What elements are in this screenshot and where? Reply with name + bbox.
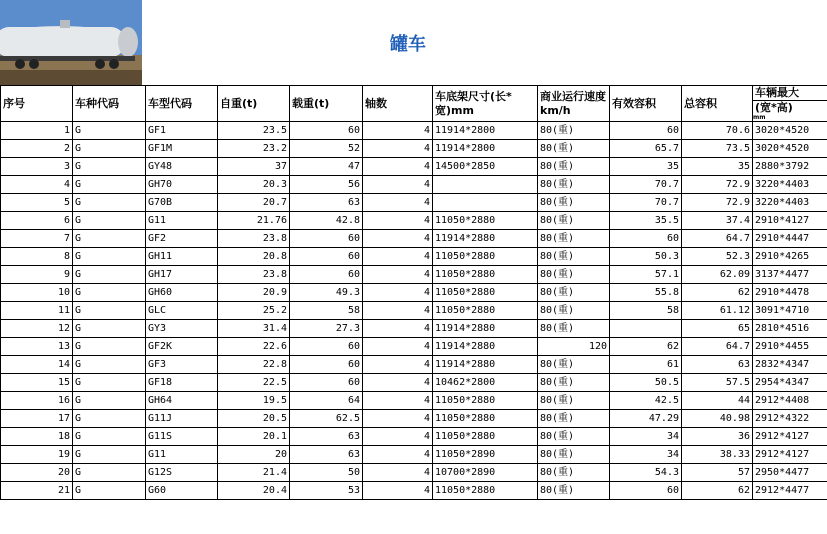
cell-speed: 80(重) — [538, 410, 610, 428]
cell-model-code: G11 — [146, 446, 218, 464]
table-row — [1, 356, 827, 374]
cell-type-code: G — [73, 428, 146, 446]
cell-eff-volume: 60 — [610, 230, 682, 248]
cell-type-code: G — [73, 176, 146, 194]
cell-max-dims: 2910*4447 — [753, 230, 827, 248]
cell-total-volume: 62 — [682, 482, 753, 500]
cell-total-volume: 35 — [682, 158, 753, 176]
cell-load: 58 — [290, 302, 363, 320]
cell-max-dims: 2912*4408 — [753, 392, 827, 410]
cell-chassis: 11914*2880 — [433, 320, 538, 338]
cell-chassis: 14500*2850 — [433, 158, 538, 176]
cell-chassis: 11914*2800 — [433, 122, 538, 140]
cell-self-weight: 22.8 — [218, 356, 290, 374]
tank-car-illustration — [0, 0, 142, 86]
cell-model-code: G70B — [146, 194, 218, 212]
cell-max-dims: 2832*4347 — [753, 356, 827, 374]
header-model-code: 车型代码 — [146, 86, 218, 122]
cell-type-code: G — [73, 230, 146, 248]
cell-eff-volume: 50.5 — [610, 374, 682, 392]
table-row — [1, 176, 827, 194]
cell-model-code: G11J — [146, 410, 218, 428]
cell-model-code: G12S — [146, 464, 218, 482]
cell-axles: 4 — [363, 482, 433, 500]
cell-axles: 4 — [363, 122, 433, 140]
cell-type-code: G — [73, 374, 146, 392]
cell-type-code: G — [73, 320, 146, 338]
cell-model-code: GF3 — [146, 356, 218, 374]
cell-axles: 4 — [363, 194, 433, 212]
cell-total-volume: 64.7 — [682, 230, 753, 248]
cell-total-volume: 52.3 — [682, 248, 753, 266]
cell-model-code: GF1M — [146, 140, 218, 158]
cell-chassis: 11050*2880 — [433, 266, 538, 284]
cell-chassis: 11050*2880 — [433, 410, 538, 428]
cell-max-dims: 3220*4403 — [753, 194, 827, 212]
cell-axles: 4 — [363, 176, 433, 194]
cell-seq: 12 — [1, 320, 73, 338]
cell-chassis: 11914*2880 — [433, 230, 538, 248]
cell-eff-volume: 34 — [610, 428, 682, 446]
cell-model-code: GH17 — [146, 266, 218, 284]
cell-self-weight: 21.76 — [218, 212, 290, 230]
cell-chassis: 10700*2890 — [433, 464, 538, 482]
cell-self-weight: 20.5 — [218, 410, 290, 428]
table-row — [1, 392, 827, 410]
cell-max-dims: 2950*4477 — [753, 464, 827, 482]
cell-eff-volume: 60 — [610, 482, 682, 500]
header-total-volume: 总容积 — [682, 86, 753, 122]
cell-speed: 80(重) — [538, 158, 610, 176]
cell-eff-volume: 61 — [610, 356, 682, 374]
cell-seq: 17 — [1, 410, 73, 428]
cell-total-volume: 36 — [682, 428, 753, 446]
cell-load: 50 — [290, 464, 363, 482]
cell-total-volume: 62.09 — [682, 266, 753, 284]
cell-seq: 18 — [1, 428, 73, 446]
cell-self-weight: 23.8 — [218, 266, 290, 284]
cell-eff-volume: 34 — [610, 446, 682, 464]
cell-axles: 4 — [363, 410, 433, 428]
cell-eff-volume: 70.7 — [610, 176, 682, 194]
cell-axles: 4 — [363, 428, 433, 446]
cell-axles: 4 — [363, 266, 433, 284]
cell-model-code: GY3 — [146, 320, 218, 338]
cell-seq: 9 — [1, 266, 73, 284]
cell-type-code: G — [73, 248, 146, 266]
cell-chassis: 11050*2880 — [433, 248, 538, 266]
table-row — [1, 230, 827, 248]
cell-chassis: 10462*2800 — [433, 374, 538, 392]
cell-max-dims: 2880*3792 — [753, 158, 827, 176]
header-max-dims — [753, 86, 827, 122]
table-row — [1, 428, 827, 446]
cell-chassis: 11050*2880 — [433, 392, 538, 410]
cell-model-code: GF1 — [146, 122, 218, 140]
cell-speed: 80(重) — [538, 212, 610, 230]
cell-chassis: 11050*2880 — [433, 482, 538, 500]
cell-load: 64 — [290, 392, 363, 410]
cell-chassis — [433, 194, 538, 212]
table-row — [1, 194, 827, 212]
cell-model-code: GH70 — [146, 176, 218, 194]
cell-eff-volume: 42.5 — [610, 392, 682, 410]
cell-self-weight: 22.6 — [218, 338, 290, 356]
table-row — [1, 320, 827, 338]
cell-max-dims: 2912*4477 — [753, 482, 827, 500]
table-row — [1, 158, 827, 176]
cell-model-code: GLC — [146, 302, 218, 320]
cell-type-code: G — [73, 140, 146, 158]
cell-self-weight: 37 — [218, 158, 290, 176]
cell-eff-volume: 65.7 — [610, 140, 682, 158]
cell-total-volume: 72.9 — [682, 176, 753, 194]
header-seq: 序号 — [1, 86, 73, 122]
header-load: 载重(t) — [290, 86, 363, 122]
cell-total-volume: 44 — [682, 392, 753, 410]
cell-chassis: 11050*2880 — [433, 212, 538, 230]
cell-axles: 4 — [363, 338, 433, 356]
cell-axles: 4 — [363, 302, 433, 320]
cell-seq: 8 — [1, 248, 73, 266]
cell-max-dims: 2910*4127 — [753, 212, 827, 230]
cell-load: 60 — [290, 122, 363, 140]
cell-max-dims: 2954*4347 — [753, 374, 827, 392]
cell-chassis: 11050*2880 — [433, 284, 538, 302]
table-header-row — [1, 86, 827, 122]
cell-speed: 80(重) — [538, 464, 610, 482]
cell-eff-volume: 47.29 — [610, 410, 682, 428]
cell-load: 27.3 — [290, 320, 363, 338]
header-speed: 商业运行速度km/h — [538, 86, 610, 122]
cell-self-weight: 22.5 — [218, 374, 290, 392]
table-row — [1, 410, 827, 428]
cell-max-dims: 3020*4520 — [753, 122, 827, 140]
cell-type-code: G — [73, 212, 146, 230]
cell-load: 60 — [290, 356, 363, 374]
cell-speed: 80(重) — [538, 446, 610, 464]
cell-axles: 4 — [363, 284, 433, 302]
cell-total-volume: 61.12 — [682, 302, 753, 320]
cell-speed: 80(重) — [538, 482, 610, 500]
cell-chassis: 11050*2880 — [433, 428, 538, 446]
table-row — [1, 266, 827, 284]
cell-eff-volume: 70.7 — [610, 194, 682, 212]
cell-eff-volume: 60 — [610, 122, 682, 140]
cell-model-code: GH60 — [146, 284, 218, 302]
cell-total-volume: 72.9 — [682, 194, 753, 212]
cell-model-code: GH64 — [146, 392, 218, 410]
cell-self-weight: 20.7 — [218, 194, 290, 212]
cell-axles: 4 — [363, 320, 433, 338]
table-row — [1, 464, 827, 482]
cell-eff-volume: 35.5 — [610, 212, 682, 230]
cell-total-volume: 40.98 — [682, 410, 753, 428]
header-max-dims-unit: mm — [753, 114, 766, 121]
cell-seq: 7 — [1, 230, 73, 248]
cell-seq: 16 — [1, 392, 73, 410]
cell-load: 53 — [290, 482, 363, 500]
cell-speed: 80(重) — [538, 140, 610, 158]
table-row — [1, 446, 827, 464]
cell-total-volume: 73.5 — [682, 140, 753, 158]
cell-chassis: 11050*2890 — [433, 446, 538, 464]
cell-type-code: G — [73, 158, 146, 176]
cell-seq: 11 — [1, 302, 73, 320]
cell-model-code: GF18 — [146, 374, 218, 392]
cell-self-weight: 19.5 — [218, 392, 290, 410]
cell-self-weight: 31.4 — [218, 320, 290, 338]
cell-chassis: 11050*2880 — [433, 302, 538, 320]
cell-max-dims: 3020*4520 — [753, 140, 827, 158]
cell-self-weight: 20.3 — [218, 176, 290, 194]
cell-axles: 4 — [363, 140, 433, 158]
cell-type-code: G — [73, 302, 146, 320]
cell-model-code: GF2K — [146, 338, 218, 356]
table-row — [1, 140, 827, 158]
cell-total-volume: 38.33 — [682, 446, 753, 464]
cell-load: 60 — [290, 248, 363, 266]
cell-self-weight: 23.2 — [218, 140, 290, 158]
cell-load: 56 — [290, 176, 363, 194]
cell-total-volume: 65 — [682, 320, 753, 338]
cell-axles: 4 — [363, 230, 433, 248]
cell-eff-volume: 58 — [610, 302, 682, 320]
cell-max-dims: 3091*4710 — [753, 302, 827, 320]
cell-seq: 19 — [1, 446, 73, 464]
cell-model-code: G11S — [146, 428, 218, 446]
cell-self-weight: 20.4 — [218, 482, 290, 500]
header-max-dims-top: 车辆最大 — [753, 86, 827, 101]
cell-eff-volume: 54.3 — [610, 464, 682, 482]
cell-axles: 4 — [363, 392, 433, 410]
cell-self-weight: 23.8 — [218, 230, 290, 248]
cell-load: 47 — [290, 158, 363, 176]
cell-axles: 4 — [363, 212, 433, 230]
cell-load: 60 — [290, 338, 363, 356]
cell-axles: 4 — [363, 464, 433, 482]
cell-max-dims: 2912*4322 — [753, 410, 827, 428]
cell-type-code: G — [73, 392, 146, 410]
cell-chassis: 11914*2880 — [433, 338, 538, 356]
cell-type-code: G — [73, 482, 146, 500]
cell-load: 62.5 — [290, 410, 363, 428]
page-title: 罐车 — [390, 34, 426, 55]
header-type-code: 车种代码 — [73, 86, 146, 122]
cell-model-code: GY48 — [146, 158, 218, 176]
cell-total-volume: 62 — [682, 284, 753, 302]
cell-max-dims: 2912*4127 — [753, 446, 827, 464]
cell-type-code: G — [73, 356, 146, 374]
table-row — [1, 482, 827, 500]
cell-seq: 6 — [1, 212, 73, 230]
cell-speed: 80(重) — [538, 320, 610, 338]
cell-speed: 80(重) — [538, 374, 610, 392]
table-row — [1, 122, 827, 140]
table-row — [1, 212, 827, 230]
cell-speed: 80(重) — [538, 248, 610, 266]
table-body — [1, 122, 827, 500]
tank-car-photo — [0, 0, 142, 86]
header-axles: 轴数 — [363, 86, 433, 122]
cell-total-volume: 57.5 — [682, 374, 753, 392]
cell-seq: 21 — [1, 482, 73, 500]
cell-speed: 80(重) — [538, 284, 610, 302]
cell-chassis — [433, 176, 538, 194]
cell-seq: 20 — [1, 464, 73, 482]
cell-type-code: G — [73, 464, 146, 482]
cell-seq: 10 — [1, 284, 73, 302]
cell-load: 60 — [290, 374, 363, 392]
cell-self-weight: 25.2 — [218, 302, 290, 320]
cell-load: 63 — [290, 428, 363, 446]
cell-max-dims: 2810*4516 — [753, 320, 827, 338]
table-row — [1, 374, 827, 392]
cell-axles: 4 — [363, 248, 433, 266]
header-eff-volume: 有效容积 — [610, 86, 682, 122]
cell-speed: 80(重) — [538, 122, 610, 140]
table-row — [1, 248, 827, 266]
cell-self-weight: 20.8 — [218, 248, 290, 266]
cell-load: 63 — [290, 194, 363, 212]
cell-eff-volume — [610, 320, 682, 338]
cell-speed: 80(重) — [538, 392, 610, 410]
cell-self-weight: 20.1 — [218, 428, 290, 446]
cell-total-volume: 57 — [682, 464, 753, 482]
table-row — [1, 338, 827, 356]
cell-eff-volume: 57.1 — [610, 266, 682, 284]
cell-chassis: 11914*2800 — [433, 140, 538, 158]
cell-axles: 4 — [363, 158, 433, 176]
cell-model-code: G60 — [146, 482, 218, 500]
cell-speed: 80(重) — [538, 356, 610, 374]
cell-load: 63 — [290, 446, 363, 464]
tank-car-table — [0, 85, 827, 500]
table-row — [1, 284, 827, 302]
cell-speed: 120 — [538, 338, 610, 356]
cell-total-volume: 63 — [682, 356, 753, 374]
cell-max-dims: 2912*4127 — [753, 428, 827, 446]
cell-type-code: G — [73, 338, 146, 356]
cell-chassis: 11914*2880 — [433, 356, 538, 374]
cell-speed: 80(重) — [538, 266, 610, 284]
cell-axles: 4 — [363, 374, 433, 392]
cell-total-volume: 64.7 — [682, 338, 753, 356]
cell-load: 60 — [290, 230, 363, 248]
cell-type-code: G — [73, 446, 146, 464]
cell-speed: 80(重) — [538, 194, 610, 212]
header-max-dims-bottom: (宽*高) — [755, 101, 793, 114]
cell-max-dims: 3137*4477 — [753, 266, 827, 284]
cell-model-code: G11 — [146, 212, 218, 230]
cell-type-code: G — [73, 410, 146, 428]
cell-axles: 4 — [363, 446, 433, 464]
cell-seq: 4 — [1, 176, 73, 194]
cell-self-weight: 23.5 — [218, 122, 290, 140]
cell-max-dims: 2910*4265 — [753, 248, 827, 266]
cell-type-code: G — [73, 284, 146, 302]
cell-eff-volume: 55.8 — [610, 284, 682, 302]
header-self-weight: 自重(t) — [218, 86, 290, 122]
cell-speed: 80(重) — [538, 428, 610, 446]
cell-total-volume: 37.4 — [682, 212, 753, 230]
cell-type-code: G — [73, 122, 146, 140]
table-row — [1, 302, 827, 320]
cell-load: 60 — [290, 266, 363, 284]
cell-model-code: GF2 — [146, 230, 218, 248]
cell-seq: 5 — [1, 194, 73, 212]
cell-max-dims: 2910*4478 — [753, 284, 827, 302]
cell-model-code: GH11 — [146, 248, 218, 266]
cell-seq: 13 — [1, 338, 73, 356]
cell-seq: 2 — [1, 140, 73, 158]
cell-speed: 80(重) — [538, 176, 610, 194]
header-chassis: 车底架尺寸(长*宽)mm — [433, 86, 538, 122]
cell-max-dims: 2910*4455 — [753, 338, 827, 356]
cell-load: 49.3 — [290, 284, 363, 302]
cell-self-weight: 20 — [218, 446, 290, 464]
cell-max-dims: 3220*4403 — [753, 176, 827, 194]
cell-seq: 1 — [1, 122, 73, 140]
cell-speed: 80(重) — [538, 230, 610, 248]
cell-load: 52 — [290, 140, 363, 158]
cell-speed: 80(重) — [538, 302, 610, 320]
cell-eff-volume: 50.3 — [610, 248, 682, 266]
cell-type-code: G — [73, 266, 146, 284]
cell-eff-volume: 35 — [610, 158, 682, 176]
cell-load: 42.8 — [290, 212, 363, 230]
cell-self-weight: 21.4 — [218, 464, 290, 482]
cell-total-volume: 70.6 — [682, 122, 753, 140]
cell-self-weight: 20.9 — [218, 284, 290, 302]
cell-eff-volume: 62 — [610, 338, 682, 356]
cell-type-code: G — [73, 194, 146, 212]
cell-seq: 14 — [1, 356, 73, 374]
cell-seq: 3 — [1, 158, 73, 176]
cell-axles: 4 — [363, 356, 433, 374]
cell-seq: 15 — [1, 374, 73, 392]
